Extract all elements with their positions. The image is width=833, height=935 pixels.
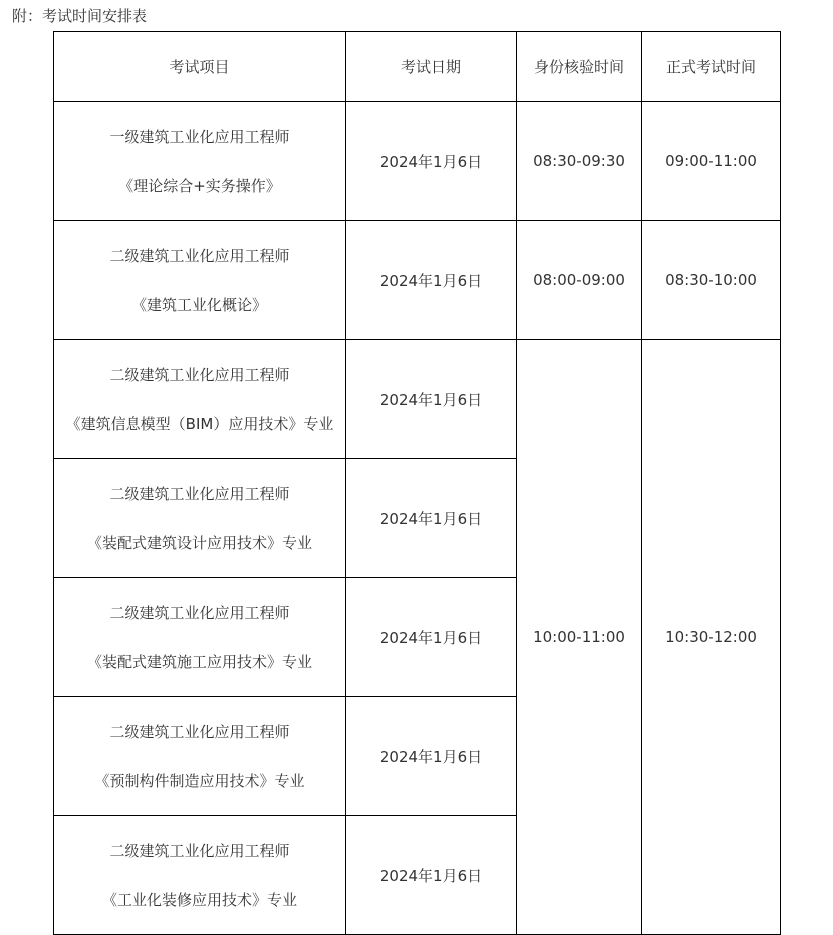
exam-level: 二级建筑工业化应用工程师	[109, 365, 290, 384]
exam-level: 一级建筑工业化应用工程师	[109, 127, 290, 146]
exam-item-cell	[54, 578, 346, 697]
header-formal-exam-time: 正式考试时间	[642, 32, 781, 102]
table-header-row	[54, 32, 781, 102]
header-exam-item: 考试项目	[54, 32, 346, 102]
exam-level: 二级建筑工业化应用工程师	[109, 484, 290, 503]
exam-subject: 《装配式建筑设计应用技术》专业	[86, 533, 312, 552]
exam-level: 二级建筑工业化应用工程师	[109, 841, 290, 860]
table-row	[54, 340, 781, 459]
header-identity-check-time: 身份核验时间	[517, 32, 642, 102]
exam-date-cell: 2024年1月6日	[346, 816, 517, 935]
exam-subject: 《预制构件制造应用技术》专业	[94, 771, 305, 790]
attachment-caption: 附：考试时间安排表	[12, 7, 148, 25]
identity-check-time-cell: 08:00-09:00	[517, 221, 642, 340]
exam-item-cell	[54, 102, 346, 221]
formal-exam-time-cell: 08:30-10:00	[642, 221, 781, 340]
formal-exam-time-cell: 09:00-11:00	[642, 102, 781, 221]
exam-date-cell: 2024年1月6日	[346, 340, 517, 459]
exam-level: 二级建筑工业化应用工程师	[109, 603, 290, 622]
exam-date-cell: 2024年1月6日	[346, 102, 517, 221]
exam-item-cell	[54, 816, 346, 935]
table-row	[54, 221, 781, 340]
exam-level: 二级建筑工业化应用工程师	[109, 722, 290, 741]
table-row	[54, 102, 781, 221]
exam-date-cell: 2024年1月6日	[346, 221, 517, 340]
exam-date-cell: 2024年1月6日	[346, 697, 517, 816]
exam-item-cell	[54, 221, 346, 340]
exam-date-cell: 2024年1月6日	[346, 459, 517, 578]
exam-schedule-table	[53, 31, 781, 935]
exam-subject: 《装配式建筑施工应用技术》专业	[86, 652, 312, 671]
header-exam-date: 考试日期	[346, 32, 517, 102]
exam-subject: 《建筑工业化概论》	[131, 295, 267, 314]
merged-identity-check-time-cell: 10:00-11:00	[517, 340, 642, 935]
exam-item-cell	[54, 697, 346, 816]
exam-item-cell	[54, 459, 346, 578]
merged-formal-exam-time-cell: 10:30-12:00	[642, 340, 781, 935]
exam-subject: 《理论综合+实务操作》	[118, 176, 281, 195]
exam-level: 二级建筑工业化应用工程师	[109, 246, 290, 265]
exam-item-cell	[54, 340, 346, 459]
exam-subject: 《建筑信息模型（BIM）应用技术》专业	[65, 414, 334, 433]
exam-date-cell: 2024年1月6日	[346, 578, 517, 697]
exam-subject: 《工业化装修应用技术》专业	[101, 890, 297, 909]
identity-check-time-cell: 08:30-09:30	[517, 102, 642, 221]
